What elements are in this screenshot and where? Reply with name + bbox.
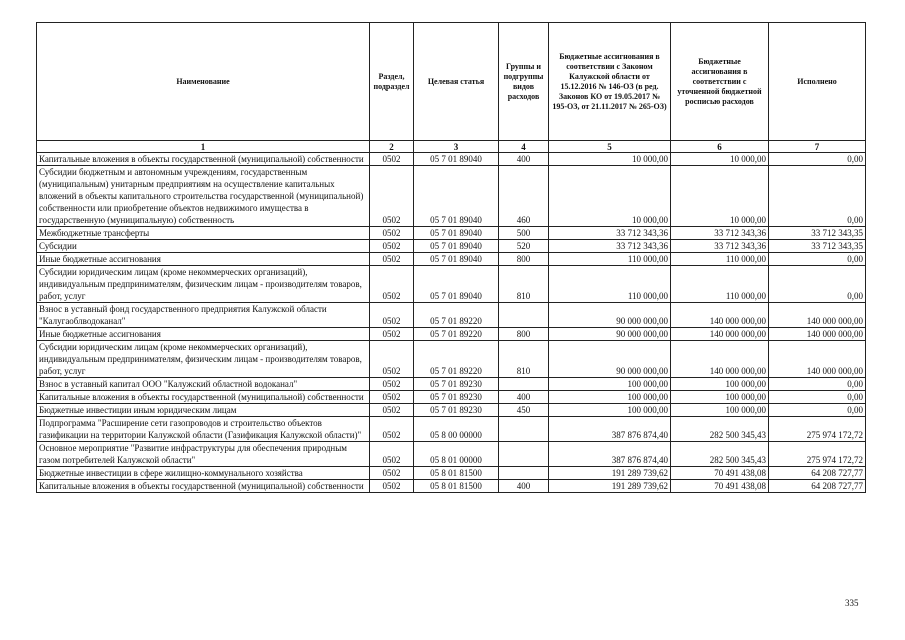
cell-group: 810 [499, 341, 549, 378]
cell-executed: 275 974 172,72 [769, 417, 866, 442]
cell-executed: 0,00 [769, 253, 866, 266]
cell-budget: 10 000,00 [549, 153, 671, 166]
table-row [37, 227, 866, 240]
table-row [37, 240, 866, 253]
cell-budget: 90 000 000,00 [549, 328, 671, 341]
cell-budget: 110 000,00 [549, 266, 671, 303]
table-row [37, 328, 866, 341]
table-row [37, 442, 866, 467]
cell-name: Субсидии юридическим лицам (кроме некоммерческих организаций), индивидуальным предпринимателям, физическим лицам - производителям товаров, работ, услуг [37, 341, 370, 378]
cell-target: 05 7 01 89220 [414, 341, 499, 378]
col-number: 6 [671, 141, 769, 153]
cell-executed: 275 974 172,72 [769, 442, 866, 467]
budget-table [36, 22, 866, 493]
cell-refined: 110 000,00 [671, 266, 769, 303]
cell-executed: 33 712 343,35 [769, 240, 866, 253]
cell-section: 0502 [370, 378, 414, 391]
cell-executed: 64 208 727,77 [769, 467, 866, 480]
cell-section: 0502 [370, 467, 414, 480]
cell-budget: 100 000,00 [549, 378, 671, 391]
cell-group: 400 [499, 391, 549, 404]
table-body [37, 153, 866, 493]
cell-section: 0502 [370, 240, 414, 253]
cell-target: 05 7 01 89040 [414, 227, 499, 240]
cell-budget: 110 000,00 [549, 253, 671, 266]
cell-name: Капитальные вложения в объекты государственной (муниципальной) собственности [37, 480, 370, 493]
cell-target: 05 8 01 81500 [414, 480, 499, 493]
cell-executed: 64 208 727,77 [769, 480, 866, 493]
cell-target: 05 7 01 89040 [414, 240, 499, 253]
table-row [37, 480, 866, 493]
cell-name: Субсидии бюджетным и автономным учреждениям, государственным (муниципальным) унитарным предприятиям на осуществление капитальных вложений в объекты капитального строительства государственной (муниципальной) собственности или приобретение объектов недвижимого имущества в государственную (муниципальную) собственность [37, 166, 370, 227]
page-number: 335 [845, 598, 859, 608]
cell-name: Иные бюджетные ассигнования [37, 328, 370, 341]
cell-executed: 33 712 343,35 [769, 227, 866, 240]
cell-refined: 10 000,00 [671, 166, 769, 227]
cell-section: 0502 [370, 391, 414, 404]
cell-group: 460 [499, 166, 549, 227]
cell-refined: 282 500 345,43 [671, 417, 769, 442]
cell-refined: 140 000 000,00 [671, 328, 769, 341]
cell-budget: 100 000,00 [549, 391, 671, 404]
cell-refined: 70 491 438,08 [671, 467, 769, 480]
cell-refined: 100 000,00 [671, 378, 769, 391]
cell-target: 05 7 01 89040 [414, 166, 499, 227]
cell-target: 05 8 00 00000 [414, 417, 499, 442]
cell-executed: 140 000 000,00 [769, 328, 866, 341]
table-row [37, 404, 866, 417]
col-number: 5 [549, 141, 671, 153]
header-row [37, 23, 866, 141]
cell-name: Основное мероприятие "Развитие инфраструктуры для обеспечения природным газом потребителей Калужской области" [37, 442, 370, 467]
cell-budget: 10 000,00 [549, 166, 671, 227]
cell-budget: 33 712 343,36 [549, 227, 671, 240]
cell-group: 810 [499, 266, 549, 303]
cell-name: Иные бюджетные ассигнования [37, 253, 370, 266]
cell-executed: 0,00 [769, 378, 866, 391]
table-row [37, 417, 866, 442]
header-executed: Исполнено [769, 23, 866, 141]
cell-refined: 100 000,00 [671, 391, 769, 404]
col-number: 2 [370, 141, 414, 153]
cell-name: Взнос в уставный фонд государственного предприятия Калужской области "Калугаоблводоканал" [37, 303, 370, 328]
cell-target: 05 7 01 89220 [414, 328, 499, 341]
cell-group: 400 [499, 480, 549, 493]
cell-section: 0502 [370, 442, 414, 467]
table-row [37, 341, 866, 378]
table-row [37, 266, 866, 303]
cell-section: 0502 [370, 266, 414, 303]
cell-budget: 33 712 343,36 [549, 240, 671, 253]
cell-name: Субсидии юридическим лицам (кроме некоммерческих организаций), индивидуальным предпринимателям, физическим лицам - производителям товаров, работ, услуг [37, 266, 370, 303]
col-number: 1 [37, 141, 370, 153]
table-row [37, 153, 866, 166]
cell-group: 520 [499, 240, 549, 253]
cell-target: 05 7 01 89230 [414, 378, 499, 391]
header-section: Раздел, подраздел [370, 23, 414, 141]
cell-section: 0502 [370, 341, 414, 378]
cell-budget: 191 289 739,62 [549, 467, 671, 480]
cell-name: Субсидии [37, 240, 370, 253]
cell-name: Бюджетные инвестиции иным юридическим лицам [37, 404, 370, 417]
cell-refined: 100 000,00 [671, 404, 769, 417]
cell-executed: 0,00 [769, 391, 866, 404]
cell-refined: 70 491 438,08 [671, 480, 769, 493]
header-group: Группы и подгруппы видов расходов [499, 23, 549, 141]
cell-target: 05 7 01 89220 [414, 303, 499, 328]
cell-executed: 0,00 [769, 404, 866, 417]
header-budget: Бюджетные ассигнования в соответствии с Законом Калужской области от 15.12.2016 № 146-ОЗ (в ред. Законов КО от 19.05.2017 № 195-ОЗ, от 21.11.2017 № 265-ОЗ) [549, 23, 671, 141]
cell-section: 0502 [370, 417, 414, 442]
cell-budget: 387 876 874,40 [549, 417, 671, 442]
cell-executed: 140 000 000,00 [769, 303, 866, 328]
cell-group: 400 [499, 153, 549, 166]
cell-section: 0502 [370, 404, 414, 417]
cell-target: 05 7 01 89230 [414, 404, 499, 417]
cell-section: 0502 [370, 153, 414, 166]
cell-group: 800 [499, 253, 549, 266]
cell-executed: 0,00 [769, 266, 866, 303]
cell-refined: 33 712 343,36 [671, 240, 769, 253]
cell-name: Капитальные вложения в объекты государственной (муниципальной) собственности [37, 391, 370, 404]
column-number-row [37, 141, 866, 153]
cell-group [499, 378, 549, 391]
cell-section: 0502 [370, 328, 414, 341]
header-name: Наименование [37, 23, 370, 141]
table-row [37, 378, 866, 391]
cell-budget: 90 000 000,00 [549, 341, 671, 378]
cell-refined: 10 000,00 [671, 153, 769, 166]
cell-target: 05 7 01 89040 [414, 153, 499, 166]
table-row [37, 391, 866, 404]
cell-executed: 0,00 [769, 153, 866, 166]
cell-target: 05 8 01 00000 [414, 442, 499, 467]
cell-section: 0502 [370, 166, 414, 227]
col-number: 3 [414, 141, 499, 153]
cell-refined: 140 000 000,00 [671, 341, 769, 378]
cell-target: 05 7 01 89040 [414, 266, 499, 303]
cell-group [499, 417, 549, 442]
cell-budget: 90 000 000,00 [549, 303, 671, 328]
cell-group: 500 [499, 227, 549, 240]
col-number: 7 [769, 141, 866, 153]
cell-budget: 387 876 874,40 [549, 442, 671, 467]
cell-section: 0502 [370, 227, 414, 240]
header-target: Целевая статья [414, 23, 499, 141]
cell-name: Капитальные вложения в объекты государственной (муниципальной) собственности [37, 153, 370, 166]
col-number: 4 [499, 141, 549, 153]
cell-name: Бюджетные инвестиции в сфере жилищно-коммунального хозяйства [37, 467, 370, 480]
cell-group [499, 442, 549, 467]
cell-group [499, 467, 549, 480]
cell-group: 450 [499, 404, 549, 417]
table-row [37, 303, 866, 328]
cell-refined: 282 500 345,43 [671, 442, 769, 467]
cell-target: 05 7 01 89230 [414, 391, 499, 404]
cell-refined: 140 000 000,00 [671, 303, 769, 328]
table-row [37, 166, 866, 227]
cell-group [499, 303, 549, 328]
cell-refined: 33 712 343,36 [671, 227, 769, 240]
cell-executed: 0,00 [769, 166, 866, 227]
cell-executed: 140 000 000,00 [769, 341, 866, 378]
table-row [37, 253, 866, 266]
cell-budget: 191 289 739,62 [549, 480, 671, 493]
cell-section: 0502 [370, 303, 414, 328]
cell-name: Взнос в уставный капитал ООО "Калужский областной водоканал" [37, 378, 370, 391]
cell-name: Подпрограмма "Расширение сети газопроводов и строительство объектов газификации на территории Калужской области (Газификация Калужской области)" [37, 417, 370, 442]
cell-refined: 110 000,00 [671, 253, 769, 266]
cell-section: 0502 [370, 253, 414, 266]
table-row [37, 467, 866, 480]
cell-section: 0502 [370, 480, 414, 493]
cell-group: 800 [499, 328, 549, 341]
cell-target: 05 8 01 81500 [414, 467, 499, 480]
cell-budget: 100 000,00 [549, 404, 671, 417]
header-refined: Бюджетные ассигнования в соответствии с уточненной бюджетной росписью расходов [671, 23, 769, 141]
cell-target: 05 7 01 89040 [414, 253, 499, 266]
cell-name: Межбюджетные трансферты [37, 227, 370, 240]
